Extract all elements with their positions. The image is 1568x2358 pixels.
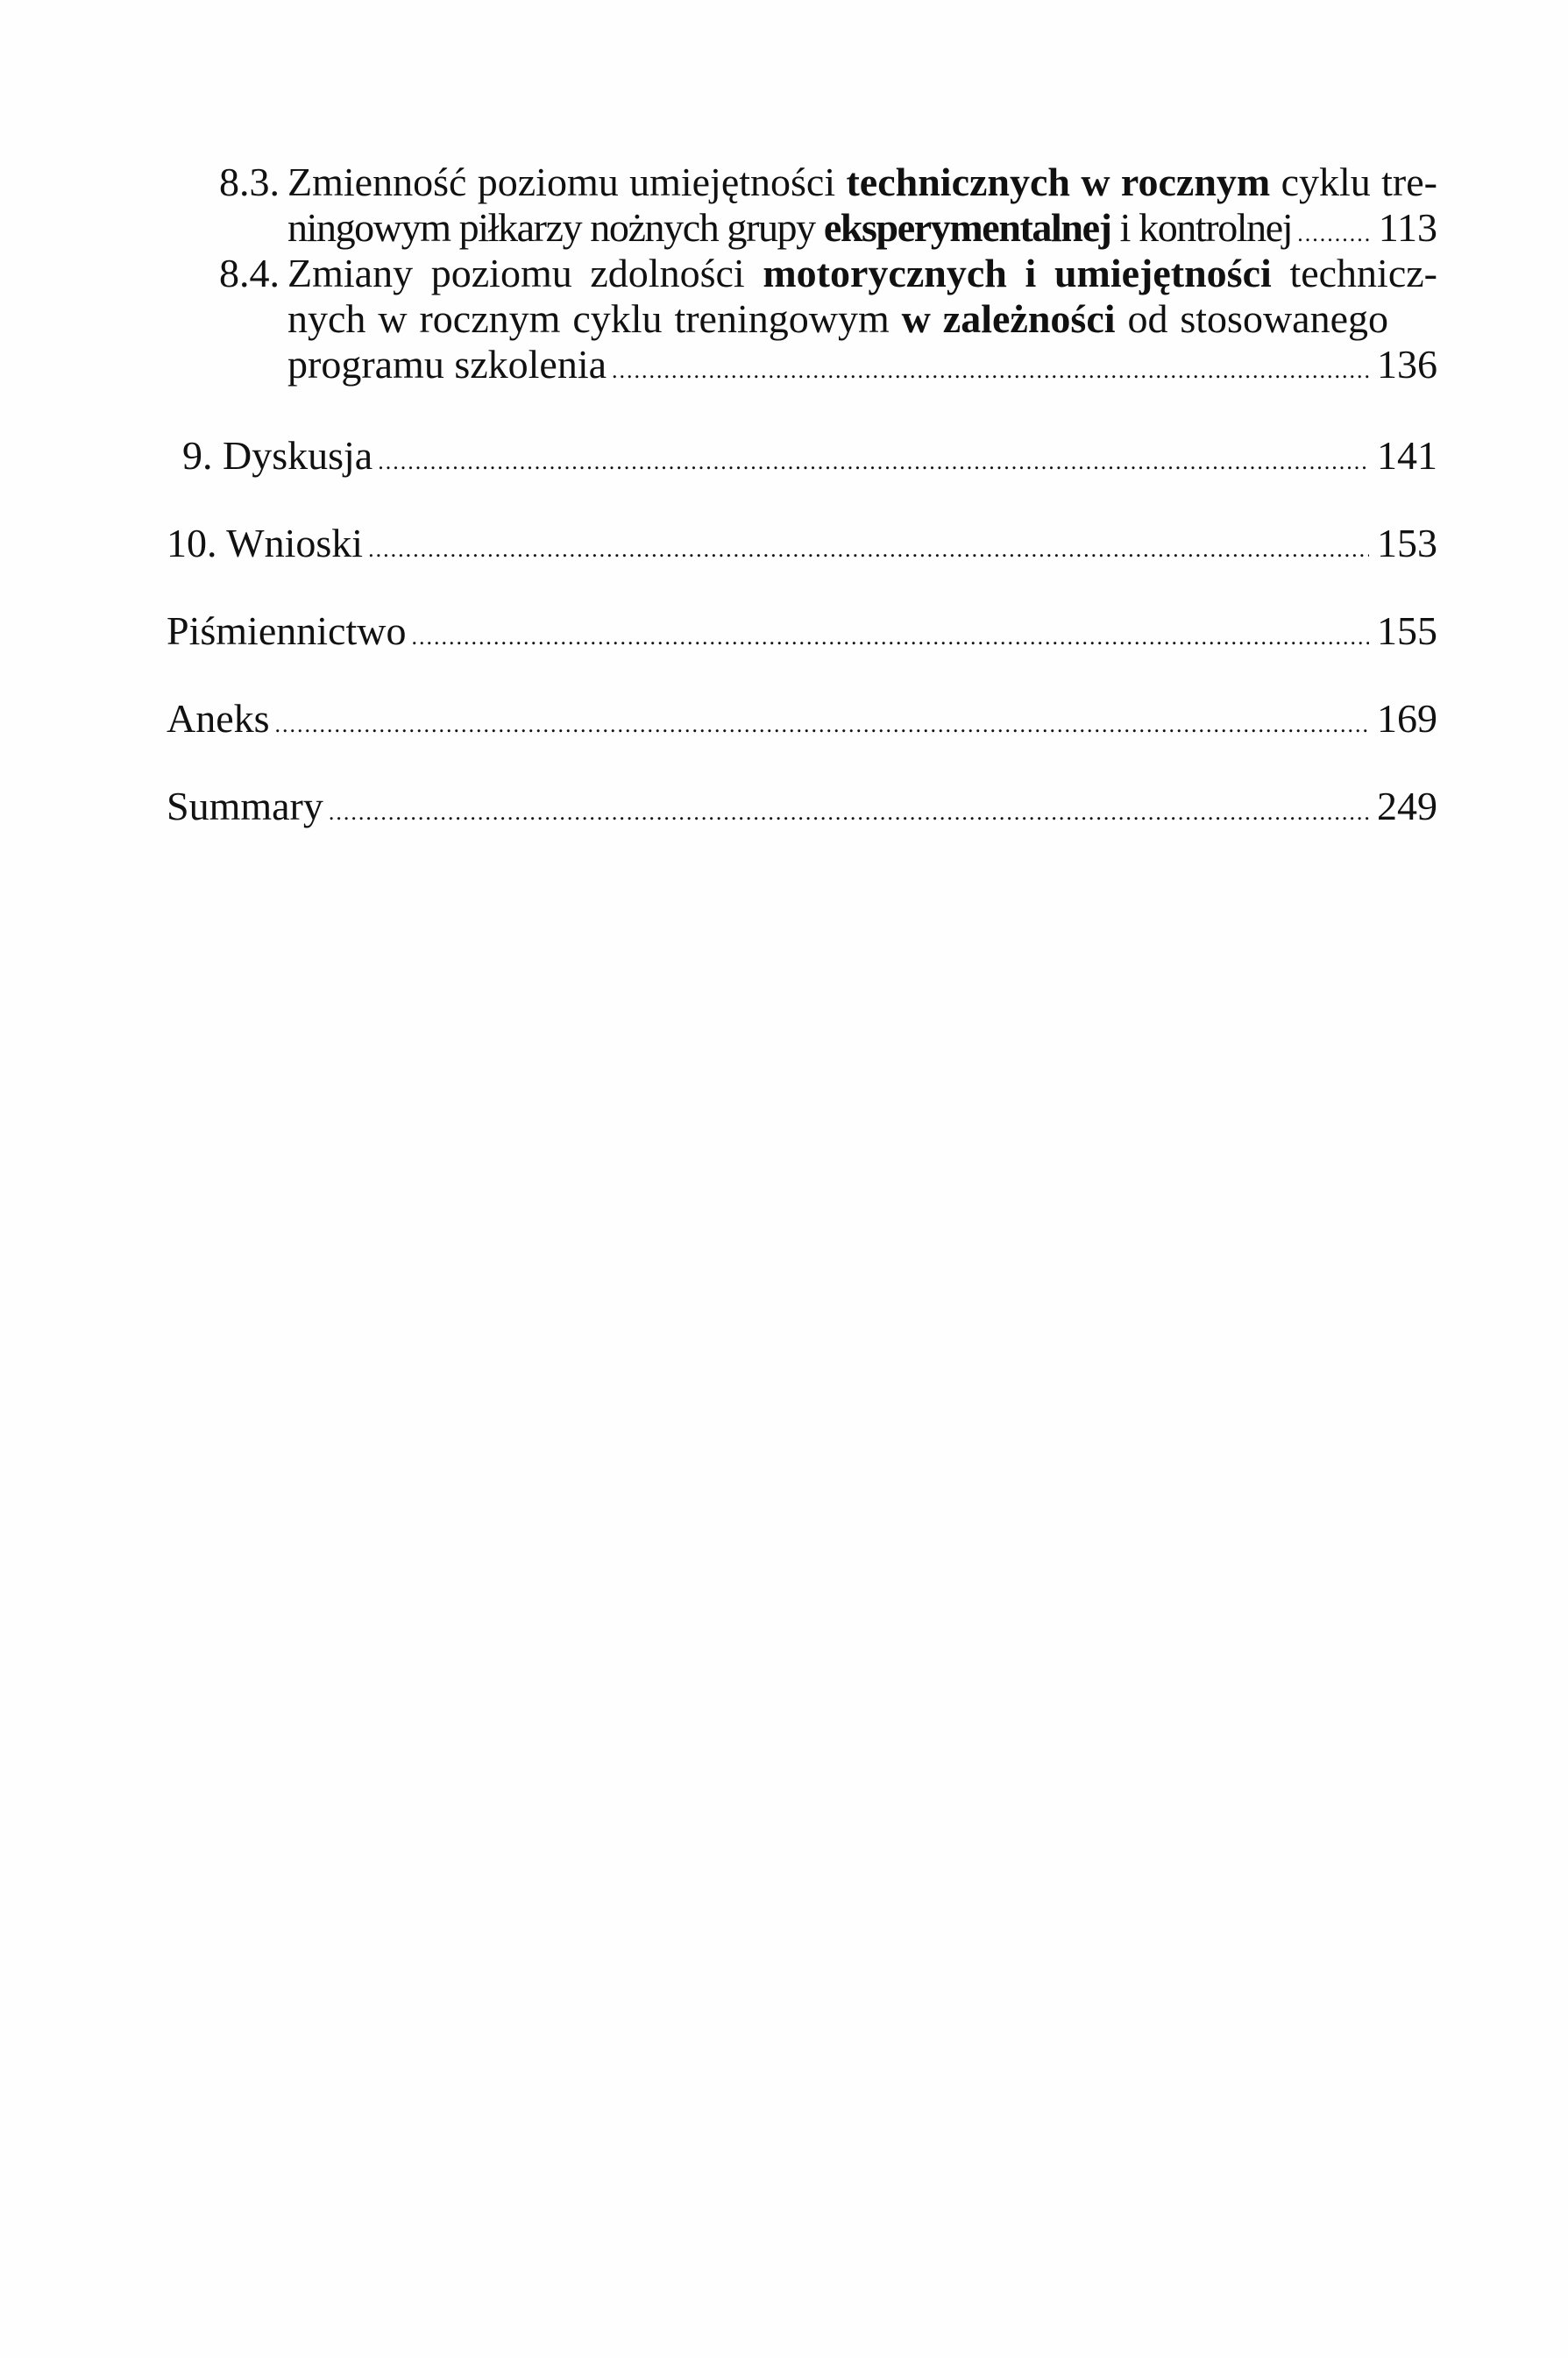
- toc-entry-summary: [167, 784, 1437, 829]
- toc-entry-title: Summary: [167, 784, 323, 828]
- toc-entry-leader-line: [167, 433, 1437, 479]
- toc-text: od stosowanego: [1115, 296, 1388, 341]
- toc-text-bold: technicznych w rocznym: [846, 160, 1271, 204]
- toc-page-number: 155: [1377, 608, 1437, 653]
- toc-entry-line: [287, 251, 1437, 296]
- toc-entry-leader-line: [167, 608, 1437, 654]
- toc-entry-number: 8.3.: [219, 160, 280, 204]
- dot-leader: [612, 359, 1369, 382]
- toc-entry-leader-line: [167, 696, 1437, 742]
- toc-text: cyklu tre-: [1270, 160, 1437, 204]
- dot-leader: [1297, 223, 1369, 245]
- toc-page-number: 136: [1377, 342, 1437, 387]
- toc-entry-aneks: [167, 696, 1437, 742]
- toc-entry-number: 8.4.: [219, 251, 280, 295]
- dot-leader: [378, 451, 1369, 473]
- toc-entry-title: 10. Wnioski: [167, 521, 364, 565]
- toc-entry-line: [287, 296, 1388, 342]
- toc-text-bold: motorycznych i umiejętności: [763, 251, 1272, 295]
- toc-page-number: 113: [1378, 205, 1437, 250]
- toc-page-number: 153: [1377, 521, 1437, 565]
- toc-page-number: 141: [1377, 433, 1437, 478]
- dot-leader: [411, 626, 1369, 649]
- toc-entry-line: [287, 160, 1437, 205]
- dot-leader: [275, 714, 1369, 736]
- toc-text-bold: w zależności: [901, 296, 1116, 341]
- toc-text-with-leader: [287, 205, 1292, 251]
- toc-text: Zmiany poziomu zdolności: [287, 251, 763, 295]
- toc-entry-8-3: [167, 160, 1437, 251]
- toc-page-number: 249: [1377, 784, 1437, 828]
- toc-entry-title: 9. Dyskusja: [182, 433, 373, 478]
- toc-text: programu szkolenia: [287, 342, 607, 387]
- toc-entry-dyskusja: [167, 433, 1437, 479]
- toc-entry-leader-line: [167, 784, 1437, 829]
- dot-leader: [329, 801, 1369, 824]
- toc-entry-title: Piśmiennictwo: [167, 608, 407, 653]
- toc-entry-title: Aneks: [167, 696, 270, 741]
- toc-entry-leader-line: [287, 342, 1437, 387]
- toc-text: nych w rocznym cyklu treningowym: [287, 296, 902, 341]
- toc-entry-8-4: [167, 251, 1437, 387]
- toc-entry-wnioski: [167, 521, 1437, 566]
- toc-text: technicz-: [1271, 251, 1437, 295]
- toc-entry-pismiennictwo: [167, 608, 1437, 654]
- toc-text: i kontrolnej: [1110, 205, 1293, 250]
- toc-text: Zmienność poziomu umiejętności: [287, 160, 847, 204]
- toc-text: ningowym piłkarzy nożnych grupy: [287, 205, 824, 250]
- table-of-contents: [167, 160, 1437, 829]
- toc-page-number: 169: [1377, 696, 1437, 741]
- toc-entry-leader-line: [167, 521, 1437, 566]
- toc-text-bold: eksperymentalnej: [823, 205, 1111, 250]
- toc-entry-leader-line: [287, 205, 1437, 251]
- dot-leader: [368, 538, 1369, 561]
